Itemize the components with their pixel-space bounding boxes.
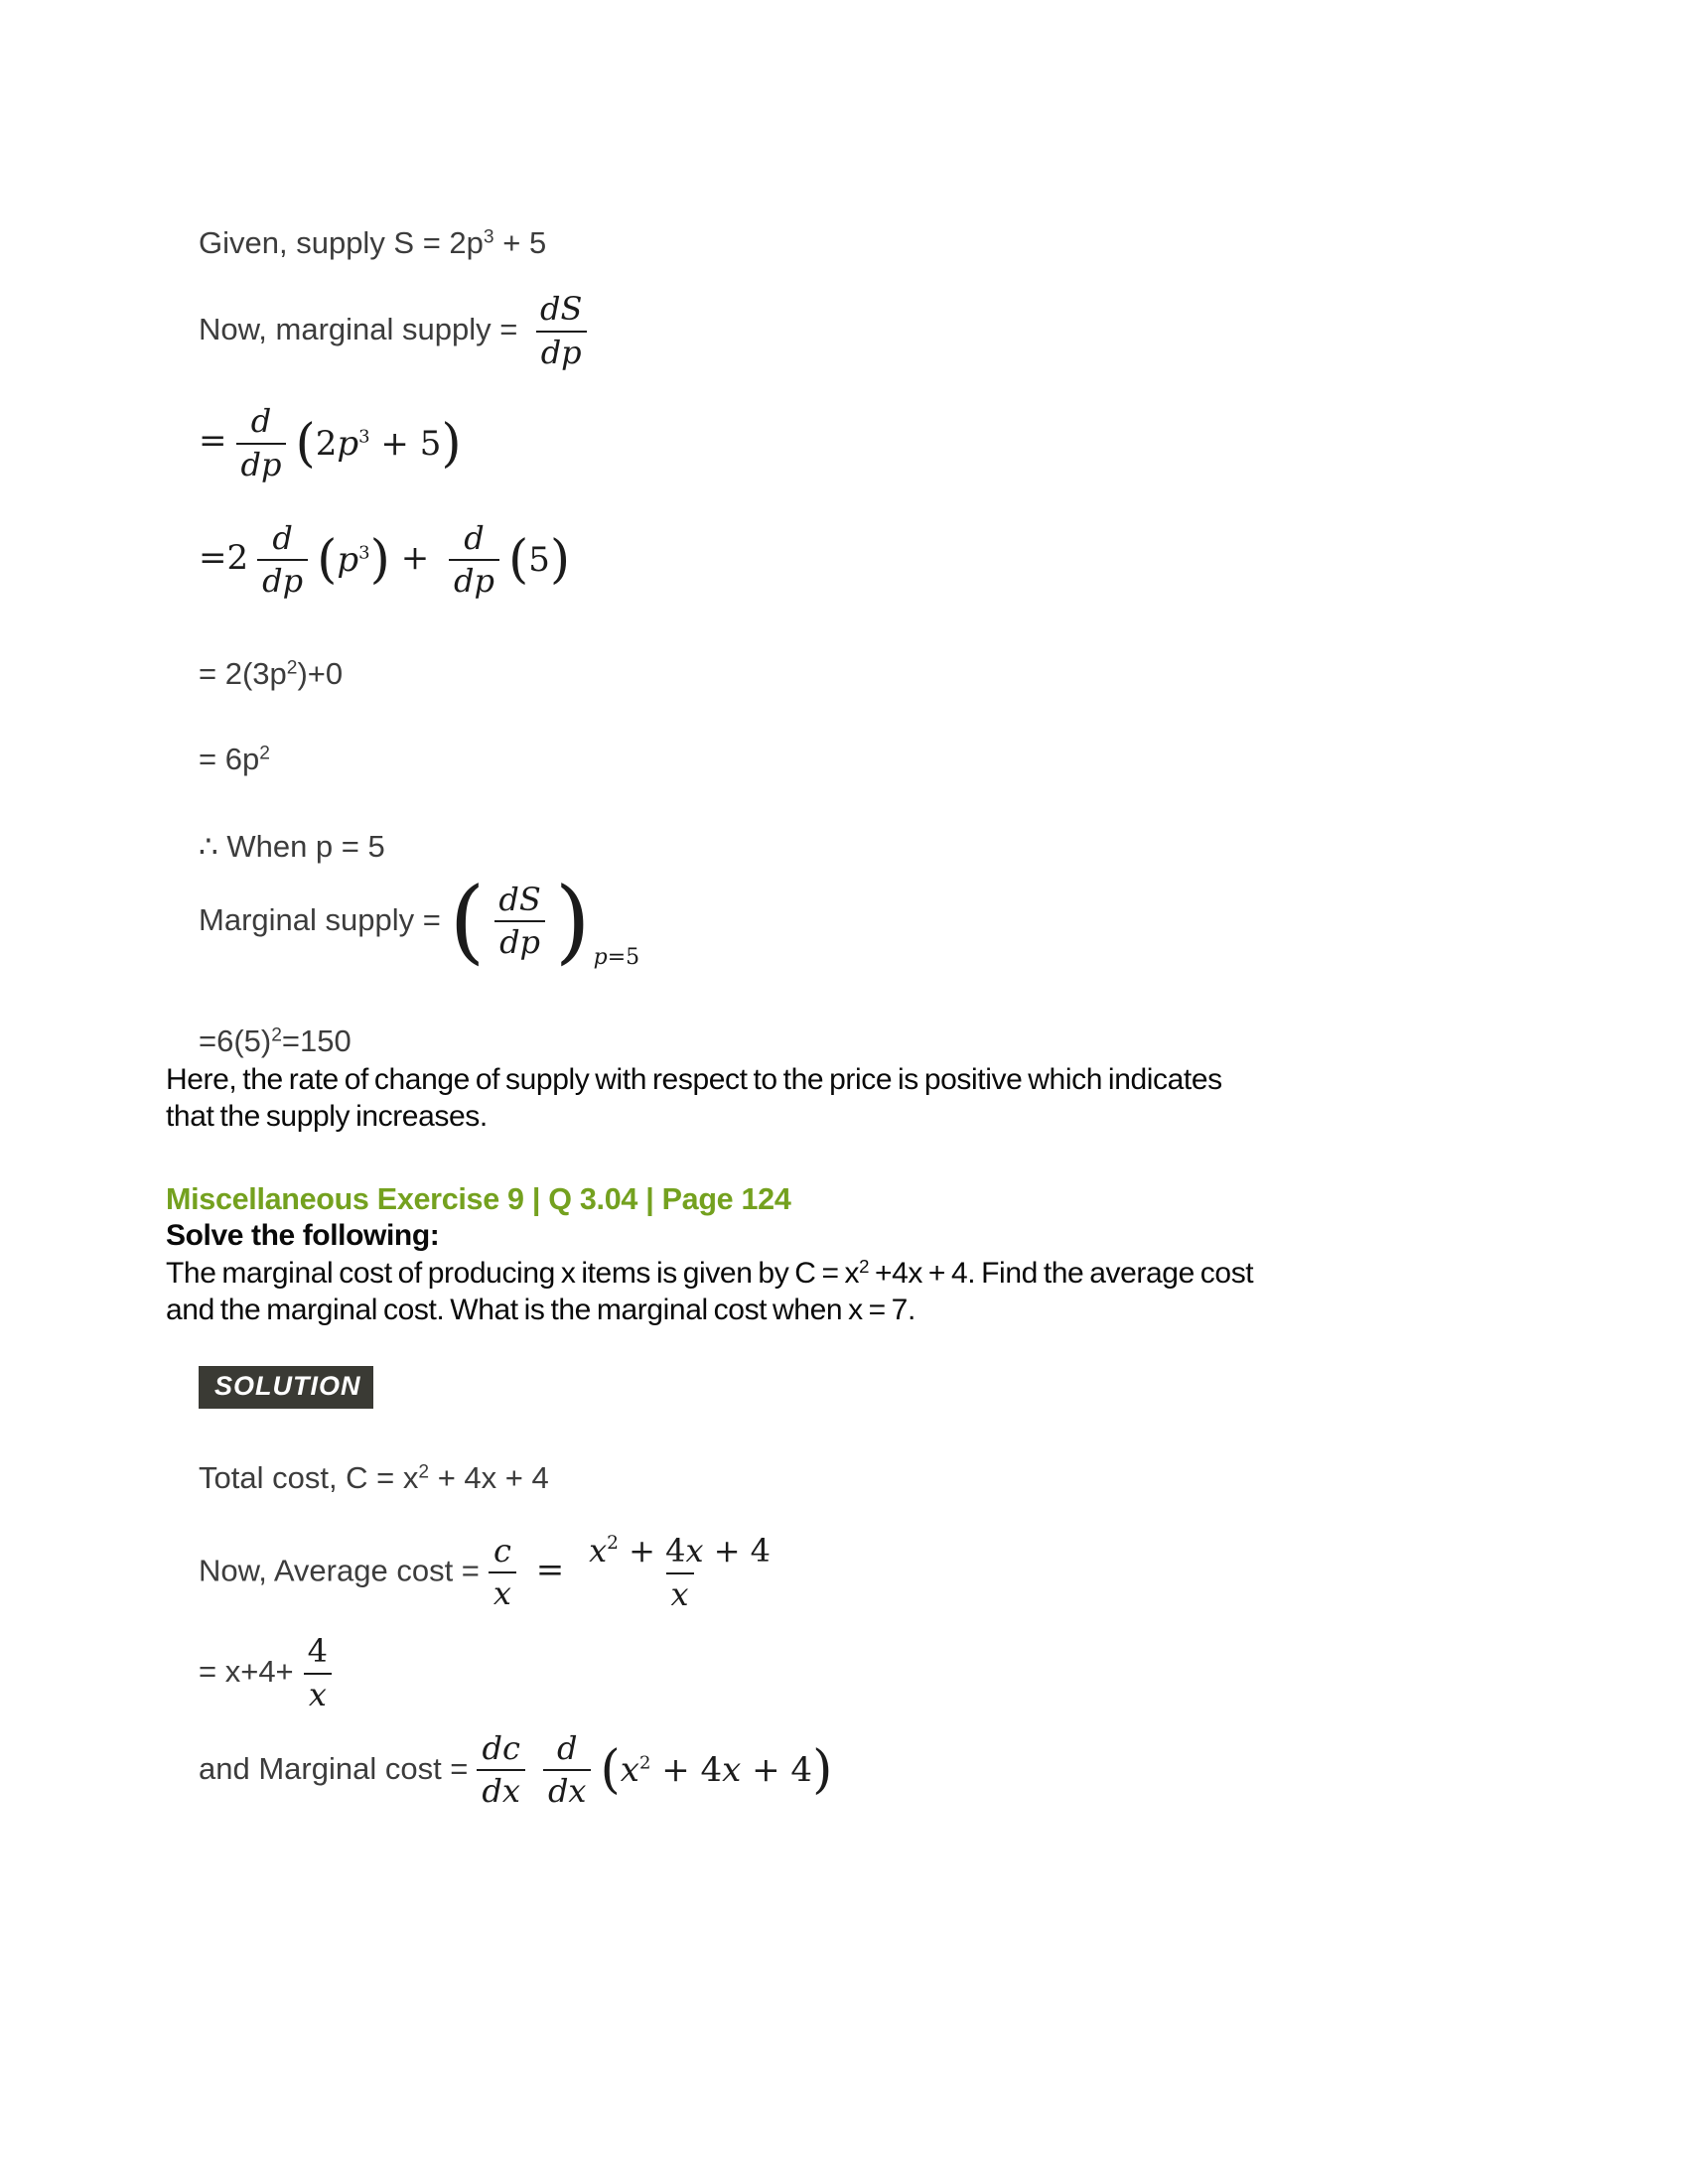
document-page [166, 0, 1477, 1809]
math-token [485, 880, 554, 962]
math-token: 3 [483, 226, 494, 248]
math-token: p [593, 944, 608, 970]
fraction [236, 402, 287, 484]
math-token: =6(5) [199, 1023, 272, 1058]
math-token: Total cost, C = x [199, 1459, 419, 1495]
math-token: dp [262, 562, 304, 601]
math-token: x [670, 1574, 689, 1613]
math-token: =150 [281, 1023, 352, 1058]
fraction [584, 1534, 775, 1611]
math-token: )+0 [297, 655, 344, 691]
math-token: d [272, 518, 293, 557]
fraction [493, 880, 545, 962]
math-token: dp [499, 923, 541, 962]
average-cost-line [199, 1531, 1477, 1613]
math-token: dp [454, 562, 494, 601]
question-paragraph [166, 1254, 1447, 1328]
math-token: p [337, 423, 359, 464]
math-token [528, 540, 550, 581]
math-token: d [464, 518, 485, 557]
math-token: 2 [259, 743, 270, 764]
fraction [489, 1531, 516, 1613]
instruction-label: Solve the following: [166, 1219, 440, 1253]
math-token: 2 [607, 1533, 619, 1555]
math-token: + 4x + 4 [429, 1459, 549, 1495]
fraction [543, 1728, 592, 1811]
numeric-result-line [199, 1022, 1477, 1061]
math-token: = 6p [199, 742, 260, 777]
evaluation-subscript [594, 943, 640, 973]
math-token: dp [240, 446, 282, 484]
math-token: + 4 [703, 1532, 772, 1570]
math-token: Now, Average cost = [199, 1553, 480, 1588]
math-token: 2 [638, 1752, 651, 1774]
math-token: and the marginal cost. What is the marginal cost when x = 7. [166, 1293, 915, 1326]
math-token: = [199, 421, 227, 462]
math-token: + 4 [650, 1750, 723, 1791]
math-token: 3 [358, 542, 370, 564]
math-token: dx [547, 1772, 587, 1811]
math-token: d [250, 402, 272, 441]
conclusion-paragraph [166, 1061, 1447, 1135]
marginal-supply-eval-line [199, 868, 1477, 975]
math-token [337, 540, 370, 581]
math-token: + 5 [493, 225, 547, 260]
average-cost-simplified-line [199, 1632, 1477, 1714]
math-token: =2 [199, 537, 249, 578]
math-token: x [620, 1750, 639, 1791]
math-token: = 2(3p [199, 655, 287, 691]
math-token [620, 1750, 813, 1791]
parenthesized-expression: $(2p^3 + 5)$ [295, 414, 462, 475]
math-token: dp [540, 333, 582, 371]
parenthesized-expression: ( $\frac{dS}{dp}$ ) p=5 [449, 868, 640, 975]
math-token: dS [498, 880, 541, 918]
math-token: x [492, 1574, 511, 1613]
math-token: 2 [418, 1461, 430, 1483]
math-token: 5 [528, 540, 550, 581]
derivative-step-2 [199, 518, 1477, 601]
when-p-line [199, 827, 1477, 867]
math-token: 2 [315, 423, 338, 464]
math-token: d [556, 1728, 578, 1767]
math-token: 2 [859, 1255, 870, 1277]
math-token: x [308, 1676, 327, 1714]
math-token: The marginal cost of producing x items is given by C = x [166, 1256, 860, 1290]
exercise-heading: Miscellaneous Exercise 9 | Q 3.04 | Page 124 [166, 1181, 791, 1216]
fraction [449, 518, 499, 601]
math-token: + 4 [618, 1532, 686, 1570]
math-token: = [524, 1550, 576, 1590]
math-token: c [492, 1531, 511, 1570]
solution-badge: SOLUTION [199, 1366, 373, 1409]
math-token: = x+4+ [199, 1654, 294, 1690]
math-token: 2 [286, 657, 298, 679]
parenthesized-expression: (5) [507, 530, 571, 591]
fraction [303, 1632, 333, 1714]
math-token: p [337, 540, 359, 581]
derivative-step-3 [199, 654, 1477, 694]
math-token: + 4 [741, 1750, 813, 1791]
solution-badge-row [199, 1366, 1477, 1409]
question-line-1 [166, 1257, 1253, 1290]
derivative-step-1 [199, 402, 1477, 484]
math-token: + [389, 537, 440, 578]
math-token [315, 423, 442, 464]
math-token: ∴ When p = 5 [199, 829, 385, 865]
math-token: 4 [307, 1632, 329, 1671]
derivative-result-line [199, 740, 1477, 779]
math-token: Marginal supply = [199, 901, 450, 937]
math-token: and Marginal cost = [199, 1750, 469, 1786]
math-token: x [685, 1532, 704, 1570]
total-cost-line [199, 1458, 1477, 1498]
math-token: 3 [358, 426, 370, 448]
parenthesized-expression: $(p^3)$ [317, 530, 390, 591]
conclusion-line-2: that the supply increases. [166, 1100, 488, 1134]
math-token: dc [482, 1728, 520, 1767]
fraction [477, 1728, 525, 1811]
fraction [535, 290, 587, 371]
math-token: dx [482, 1772, 520, 1811]
math-token: 2 [271, 1024, 282, 1046]
math-token: =5 [607, 944, 640, 970]
question-line-2 [166, 1294, 915, 1326]
math-token: Given, supply S = 2p [199, 225, 484, 260]
conclusion-line-1: Here, the rate of change of supply with respect to the price is positive which indicates [166, 1063, 1222, 1097]
marginal-supply-definition-line [199, 290, 1477, 371]
math-token: Now, marginal supply = [199, 312, 526, 347]
fraction [257, 518, 308, 601]
marginal-cost-line [199, 1728, 1477, 1811]
given-supply-line [199, 223, 1477, 263]
math-token: x [722, 1750, 742, 1791]
math-token: x [589, 1532, 608, 1570]
math-token: +4x + 4. Find the average cost [869, 1256, 1254, 1290]
parenthesized-expression: $(x^2 + 4x + 4)$ [600, 1740, 833, 1801]
math-token: + 5 [369, 423, 442, 464]
math-token: dS [539, 290, 583, 329]
